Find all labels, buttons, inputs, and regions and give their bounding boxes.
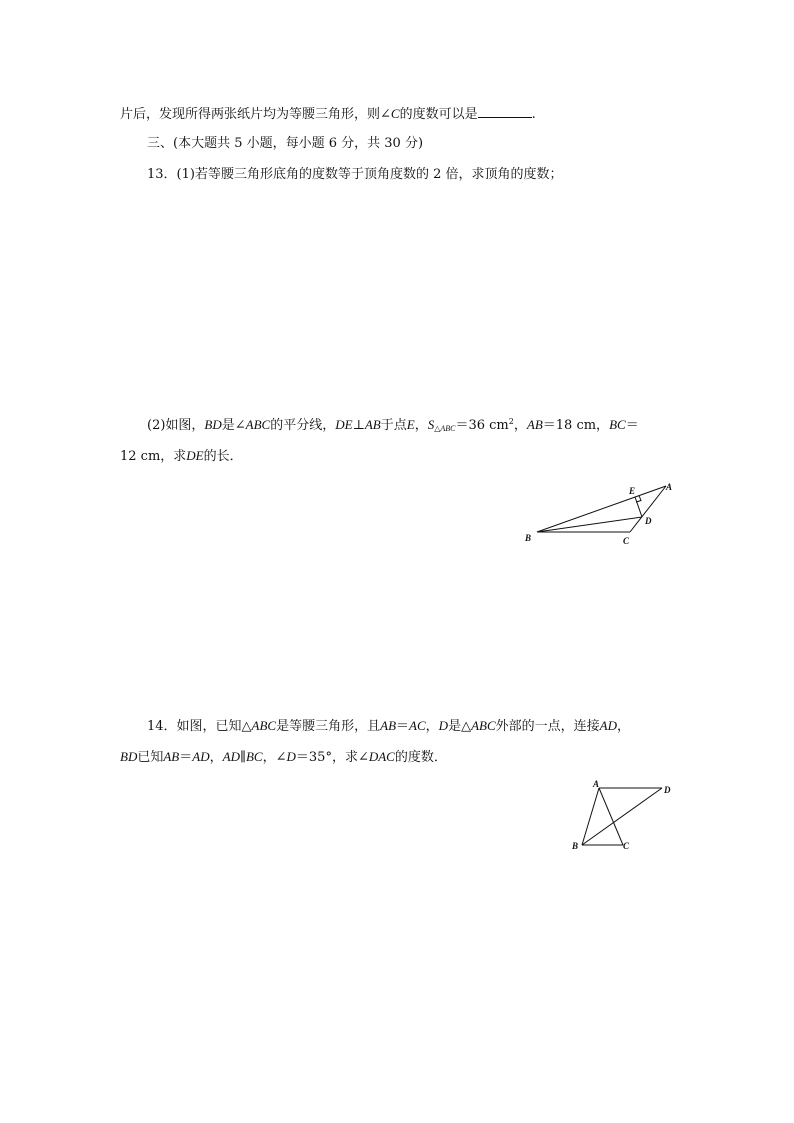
q14-line2: BD已知AB＝AD，AD∥BC，∠D＝35°，求∠DAC的度数． xyxy=(120,749,447,765)
answer-blank[interactable] xyxy=(478,106,532,118)
segment-ab xyxy=(582,788,599,845)
section-heading: 三、(本大题共 5 小题，每小题 6 分，共 30 分) xyxy=(147,136,424,151)
q13-part2-line2: 12 cm，求DE的长． xyxy=(120,448,243,464)
q13-triangle-figure xyxy=(520,476,686,548)
continuation-line: 片后，发现所得两张纸片均为等腰三角形，则∠C的度数可以是 . xyxy=(120,106,536,122)
q13-part1: 13．(1)若等腰三角形底角的度数等于顶角度数的 2 倍，求顶角的度数； xyxy=(147,167,563,182)
label-c: C xyxy=(623,841,630,851)
label-a: A xyxy=(666,482,673,492)
segment-ac xyxy=(599,788,623,845)
label-b: B xyxy=(572,841,579,851)
label-b: B xyxy=(525,533,532,543)
q14-figure xyxy=(568,776,680,854)
q13-part2-line1: (2)如图，BD是∠ABC的平分线，DE⊥AB于点E，$S_{\triangle ABC}=36$ $cm^2$，AB＝18 cm，BC＝ xyxy=(147,417,639,433)
label-d: D xyxy=(645,516,652,526)
q14-line1: 14．如图，已知△ABC是等腰三角形，且AB＝AC，D是△ABC外部的一点，连接AD， xyxy=(147,718,630,734)
label-a: A xyxy=(593,779,600,789)
segment-bd xyxy=(582,788,662,845)
segment-bd xyxy=(537,517,642,532)
label-e: E xyxy=(629,486,636,496)
label-c: C xyxy=(623,536,630,546)
label-d: D xyxy=(664,785,671,795)
